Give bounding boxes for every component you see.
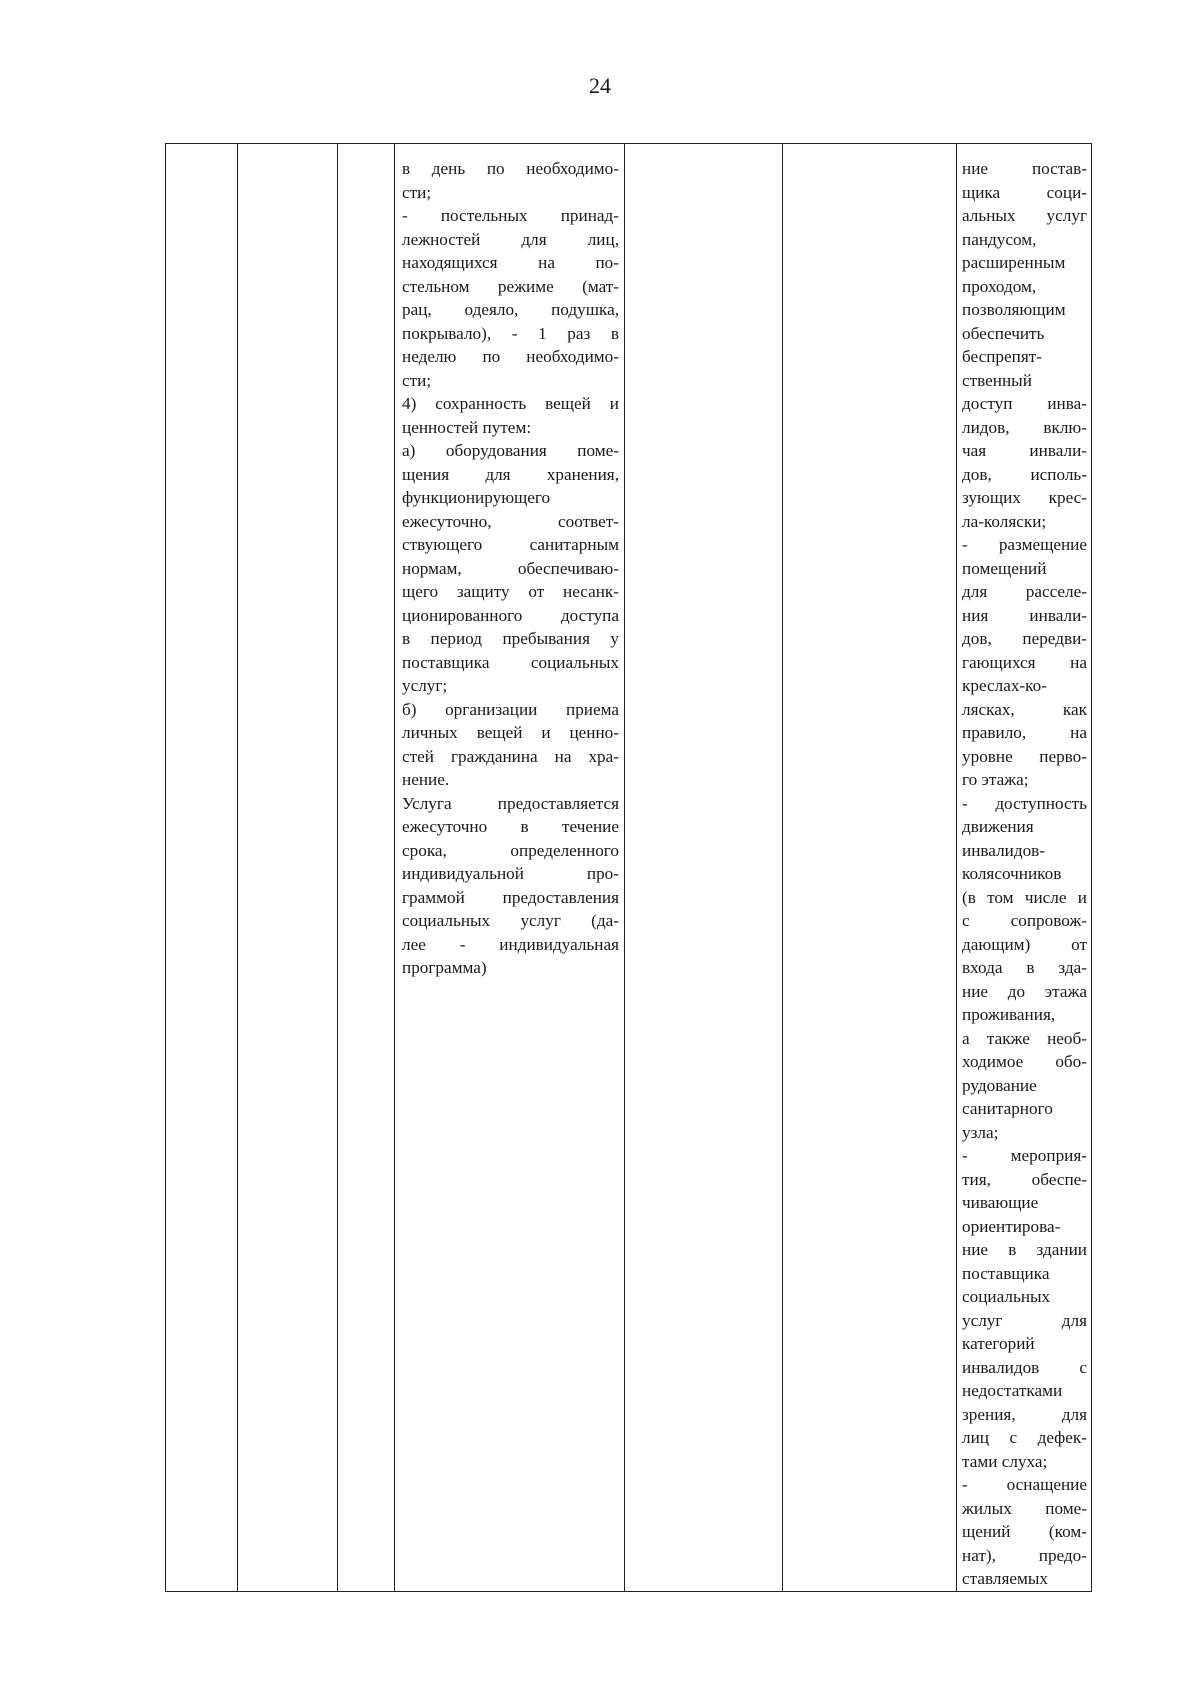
table-cell-accessibility-conditions [957, 144, 1092, 1592]
text-line: нат), предо- [962, 1545, 1087, 1565]
text-line: Услуга предоставляется [402, 793, 619, 813]
text-line: рудование [962, 1075, 1037, 1095]
text-line: чивающие [962, 1193, 1039, 1212]
text-line: ставляемых [962, 1569, 1048, 1588]
text-line: ния инвали- [962, 605, 1087, 625]
text-line: поставщика [962, 1263, 1050, 1283]
text-line: покрывало), - 1 раз в [402, 323, 619, 343]
text-line: узла; [962, 1122, 999, 1142]
text-line: креслах-ко- [962, 676, 1047, 695]
text-line: недостатками [962, 1381, 1063, 1400]
text-line: социальных [962, 1287, 1051, 1306]
text-line: ориентирова- [962, 1216, 1061, 1236]
text-line: лидов, вклю- [962, 417, 1087, 437]
text-line: помещений [962, 558, 1047, 578]
text-line: тия, обеспе- [962, 1169, 1087, 1189]
text-line: тами слуха; [962, 1451, 1048, 1471]
text-line: проходом, [962, 276, 1037, 296]
text-line: ствующего санитарным [402, 535, 619, 554]
text-line: лиц с дефек- [962, 1428, 1087, 1447]
text-line: услуг для [962, 1310, 1087, 1330]
table-cell-3 [338, 144, 395, 1592]
text-line: (в том числе и [962, 887, 1087, 907]
text-line: срока, определенного [402, 840, 619, 860]
accessibility-conditions-text [957, 144, 1091, 1591]
text-line: жилых поме- [962, 1498, 1087, 1518]
text-line: дающим) от [962, 934, 1087, 954]
text-line: ценностей путем: [402, 417, 532, 437]
text-line: ла-коляски; [962, 511, 1047, 531]
text-line: услуг; [402, 676, 448, 695]
text-line: в день по необходимо- [402, 159, 619, 178]
text-line: правило, на [962, 723, 1087, 742]
text-line: обеспечить [962, 323, 1045, 343]
text-line: расширенным [962, 253, 1066, 272]
text-line: доступ инва- [962, 394, 1087, 413]
text-line: стей гражданина на хра- [402, 746, 619, 766]
text-line: го этажа; [962, 770, 1029, 789]
text-line: граммой предоставления [402, 887, 619, 907]
text-line: личных вещей и ценно- [402, 723, 619, 742]
text-line: поставщика социальных [402, 652, 619, 672]
text-line: индивидуальной про- [402, 864, 619, 883]
text-line: движения [962, 817, 1034, 836]
text-line: рац, одеяло, подушка, [402, 300, 619, 319]
text-line: нормам, обеспечиваю- [402, 558, 619, 578]
text-line: ние постав- [962, 159, 1087, 178]
text-line: позволяющим [962, 300, 1066, 319]
text-line: щего защиту от несанк- [402, 582, 619, 601]
text-line: инвалидов с [962, 1357, 1087, 1377]
text-line: зующих крес- [962, 488, 1087, 507]
text-line: - постельных принад- [402, 206, 619, 225]
text-line: ственный [962, 370, 1032, 390]
text-line: лее - индивидуальная [402, 934, 619, 954]
text-line: пандусом, [962, 229, 1037, 249]
text-line: уровне перво- [962, 746, 1087, 766]
text-line: входа в зда- [962, 958, 1087, 977]
text-line: дов, передви- [962, 629, 1087, 648]
table-cell-2 [238, 144, 338, 1592]
text-line: - доступность [962, 793, 1087, 813]
text-line: чая инвали- [962, 441, 1087, 460]
text-line: ционированного доступа [402, 605, 619, 625]
text-line: нение. [402, 770, 450, 789]
text-line: - мероприя- [962, 1146, 1087, 1165]
text-line: лежностей для лиц, [402, 229, 619, 249]
text-line: альных услуг [962, 206, 1087, 225]
text-line: ежесуточно, соответ- [402, 511, 619, 531]
text-line: проживания, [962, 1005, 1056, 1024]
page-number: 24 [589, 73, 611, 98]
text-line: инвалидов- [962, 840, 1046, 860]
text-line: дов, исполь- [962, 464, 1087, 484]
text-line: колясочников [962, 864, 1062, 883]
text-line: щика соци- [962, 182, 1087, 202]
text-line: - оснащение [962, 1475, 1087, 1494]
text-line: ние в здании [962, 1240, 1087, 1259]
text-line: сти; [402, 182, 432, 202]
text-line: находящихся на по- [402, 253, 619, 272]
text-line: ние до этажа [962, 981, 1087, 1001]
table-cell-5 [625, 144, 783, 1592]
text-line: в период пребывания у [402, 629, 619, 648]
text-line: стельном режиме (мат- [402, 276, 619, 296]
text-line: а также необ- [962, 1028, 1087, 1048]
text-line: сти; [402, 370, 432, 390]
table-row [166, 144, 1092, 1592]
services-table [165, 143, 1092, 1592]
text-line: щений (ком- [962, 1522, 1087, 1541]
text-line: ежесуточно в течение [402, 817, 619, 836]
table-cell-1 [166, 144, 238, 1592]
table-cell-6 [783, 144, 957, 1592]
text-line: с сопровож- [962, 911, 1087, 930]
text-line: функционирующего [402, 488, 551, 507]
text-line: лясках, как [962, 699, 1087, 719]
text-line: беспрепят- [962, 347, 1042, 366]
service-description-text [395, 144, 624, 980]
text-line: гающихся на [962, 652, 1087, 672]
text-line: - размещение [962, 535, 1087, 554]
text-line: санитарного [962, 1099, 1053, 1118]
text-line: а) оборудования поме- [402, 441, 619, 460]
text-line: 4) сохранность вещей и [402, 394, 619, 413]
table-cell-service-description [395, 144, 625, 1592]
text-line: ходимое обо- [962, 1052, 1087, 1071]
text-line: б) организации приема [402, 699, 619, 719]
text-line: программа) [402, 958, 487, 977]
text-line: категорий [962, 1334, 1035, 1353]
text-line: зрения, для [962, 1404, 1087, 1424]
text-line: щения для хранения, [402, 464, 619, 484]
text-line: неделю по необходимо- [402, 347, 619, 366]
text-line: для расселе- [962, 582, 1087, 601]
text-line: социальных услуг (да- [402, 911, 619, 930]
